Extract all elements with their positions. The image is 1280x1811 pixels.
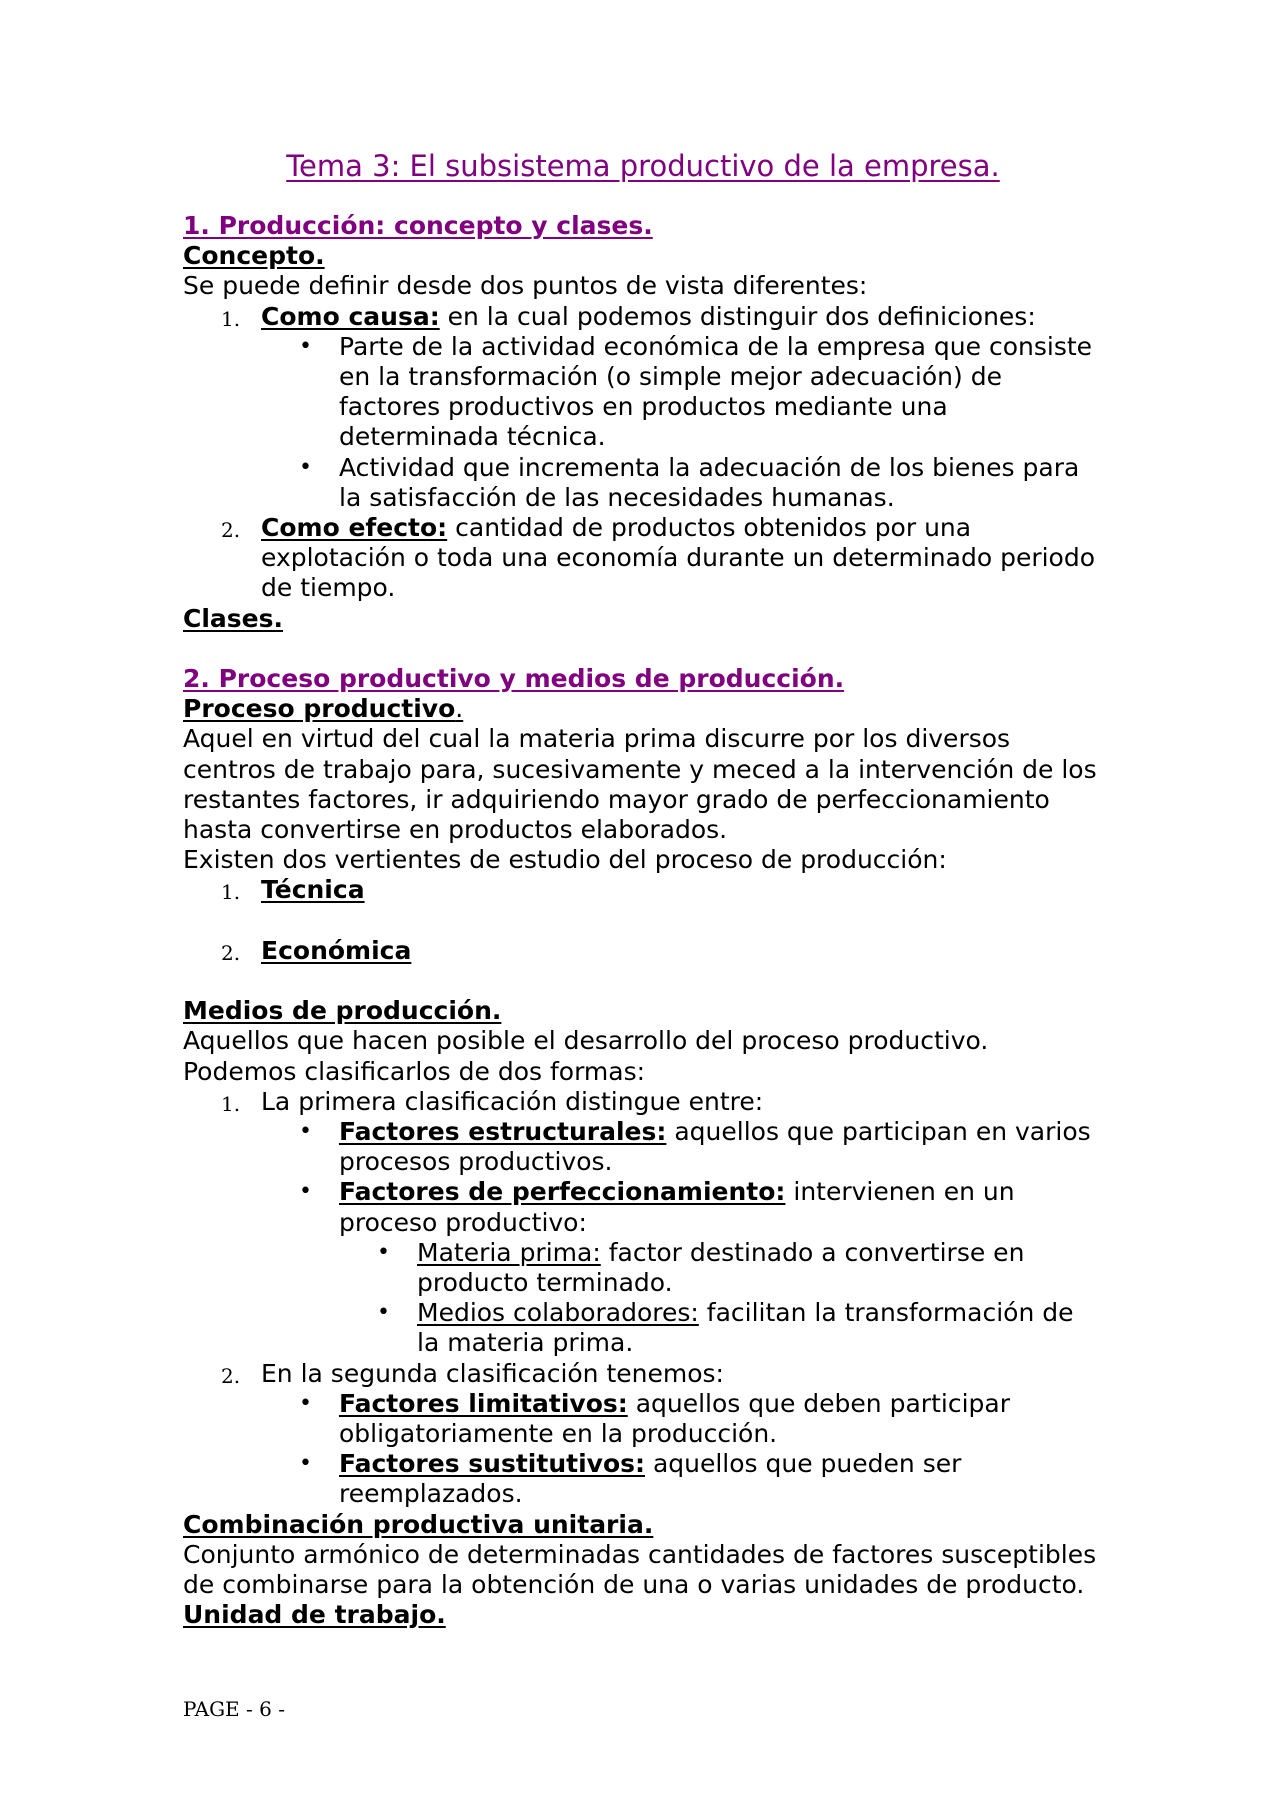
bullet-icon: • [299, 1119, 312, 1145]
list-item [261, 332, 1103, 453]
page-content [183, 148, 1103, 1631]
list-item [261, 453, 1103, 513]
combinacion-heading: Combinación productiva unitaria. [183, 1509, 654, 1539]
bullet-icon: • [299, 454, 312, 480]
list-item [183, 513, 1103, 604]
bullet-list [261, 1389, 1103, 1510]
sub-bullet-list [339, 1238, 1103, 1359]
list-number: 1. [221, 1091, 241, 1116]
term-label: Como causa: [261, 301, 440, 331]
page-title: Tema 3: El subsistema productivo de la empresa. [286, 149, 1000, 183]
list-number: 2. [221, 940, 241, 965]
term-text: factor destinado a convertirse en producto terminado. [417, 1237, 1025, 1298]
concepto-heading: Concepto. [183, 241, 325, 271]
term-text: aquellos que pueden ser reemplazados. [339, 1449, 962, 1509]
list-text: En la segunda clasificación tenemos: [261, 1358, 724, 1388]
bullet-list [261, 332, 1103, 513]
list-text: La primera clasificación distingue entre: [261, 1086, 764, 1116]
list-number: 2. [221, 518, 241, 543]
medios-text-1: Aquellos que hacen posible el desarrollo del proceso productivo. [183, 1026, 989, 1056]
combinacion-definition: Conjunto armónico de determinadas cantidades de factores susceptibles de combinarse para la obtención de una o varias unidades de producto. [183, 1539, 1097, 1600]
term-text: facilitan la transformación de la materia prima. [417, 1298, 1074, 1358]
bullet-text: Parte de la actividad económica de la empresa que consiste en la transformación (o simple mejor adecuación) de factores productivos en productos mediante una determinada técnica. [339, 331, 1093, 452]
vertientes-intro: Existen dos vertientes de estudio del proceso de producción: [183, 845, 947, 875]
term-text: intervienen en un proceso productivo: [339, 1177, 1015, 1237]
term-label: Como efecto: [261, 513, 448, 543]
list-number: 1. [221, 880, 241, 905]
list-item [183, 936, 1103, 966]
page-footer: PAGE - 6 - [183, 1697, 285, 1721]
term-label: Técnica [261, 875, 365, 905]
list-item [183, 302, 1103, 513]
vertientes-list [183, 875, 1103, 966]
term-label: Factores limitativos: [339, 1388, 628, 1418]
term-text: aquellos que deben participar obligatoriamente en la producción. [339, 1388, 1010, 1449]
term-label: Factores estructurales: [339, 1117, 667, 1147]
section-2-heading: 2. Proceso productivo y medios de producción. [183, 664, 845, 694]
term-label: Económica [261, 935, 412, 965]
list-item [261, 1449, 1103, 1509]
list-item [183, 1359, 1103, 1510]
bullet-text: Actividad que incrementa la adecuación de los bienes para la satisfacción de las necesidades humanas. [339, 452, 1080, 512]
term-label: Factores sustitutivos: [339, 1449, 645, 1479]
term-label: Medios colaboradores: [417, 1298, 699, 1328]
section-1-heading: 1. Producción: concepto y clases. [183, 211, 653, 240]
medios-heading: Medios de producción. [183, 996, 502, 1026]
bullet-icon: • [299, 1179, 312, 1205]
medios-text-2: Podemos clasificarlos de dos formas: [183, 1056, 646, 1086]
bullet-icon: • [299, 1390, 312, 1416]
unidad-heading: Unidad de trabajo. [183, 1600, 446, 1630]
concepto-list [183, 302, 1103, 604]
bullet-icon: • [377, 1300, 390, 1326]
list-item [339, 1298, 1103, 1358]
bullet-icon: • [377, 1239, 390, 1265]
list-item [183, 1087, 1103, 1359]
term-text: aquellos que participan en varios procesos productivos. [339, 1117, 1091, 1177]
list-number: 1. [221, 306, 241, 331]
list-item [339, 1238, 1103, 1298]
term-label: Materia prima: [417, 1237, 601, 1267]
bullet-icon: • [299, 1451, 312, 1477]
list-number: 2. [221, 1363, 241, 1388]
bullet-icon: • [299, 333, 312, 359]
clases-heading: Clases. [183, 603, 283, 633]
list-item [261, 1117, 1103, 1177]
list-item [183, 875, 1103, 905]
term-label: Factores de perfeccionamiento: [339, 1177, 786, 1207]
term-text: en la cual podemos distinguir dos definiciones: [439, 301, 1036, 331]
list-item [261, 1177, 1103, 1358]
term-text: cantidad de productos obtenidos por una explotación o toda una economía durante un determinado periodo de tiempo. [261, 513, 1096, 603]
clasificacion-list [183, 1087, 1103, 1510]
bullet-list [261, 1117, 1103, 1359]
proceso-heading: Proceso productivo. [183, 694, 464, 724]
list-item [261, 1389, 1103, 1449]
proceso-definition: Aquel en virtud del cual la materia prima discurre por los diversos centros de trabajo para, sucesivamente y meced a la intervención de los restantes factores, ir adquiriendo mayor grado de perfeccionamiento hasta convertirse en productos elaborados. [183, 724, 1097, 845]
concepto-intro: Se puede definir desde dos puntos de vista diferentes: [183, 271, 868, 301]
